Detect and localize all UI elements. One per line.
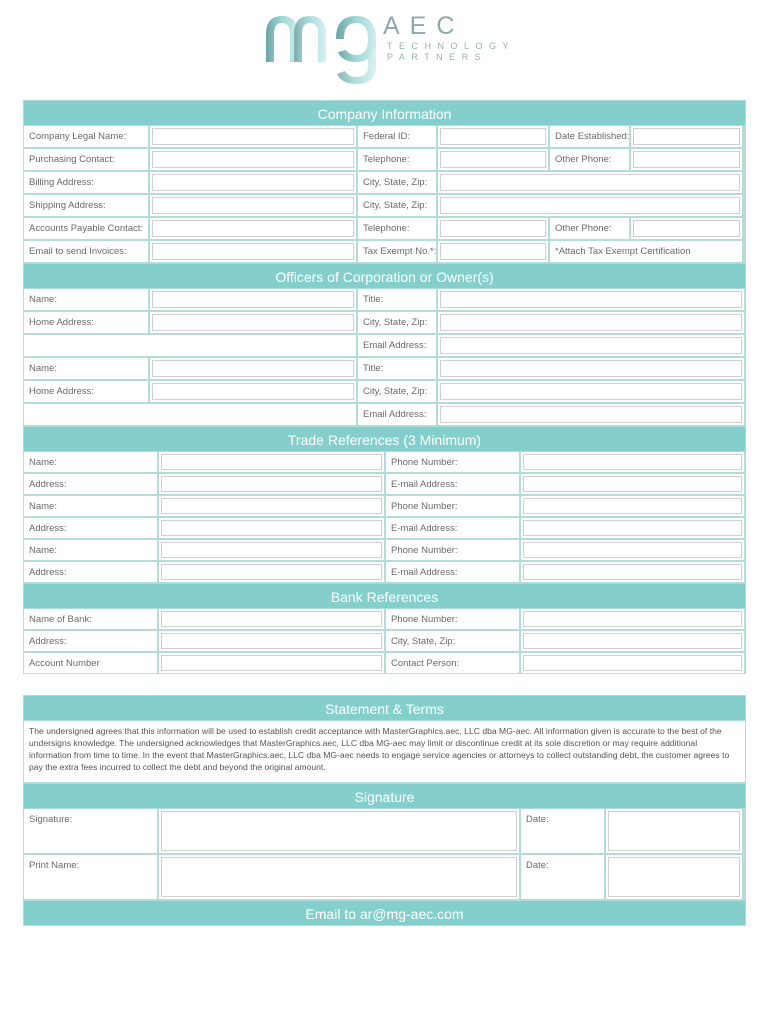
billing-address-field[interactable]	[150, 172, 356, 193]
logo-aec-text: AEC	[383, 12, 465, 40]
print-date-label: Date:	[521, 855, 604, 899]
signature-date-label: Date:	[521, 809, 604, 853]
officer2-title-label: Title:	[358, 358, 436, 379]
trade2-phone-label: Phone Number:	[386, 496, 519, 516]
bank-address-label: Address:	[24, 631, 157, 651]
officer2-blank-cell	[24, 404, 356, 425]
bank-contact-field[interactable]	[521, 653, 744, 673]
federal-id-field[interactable]	[438, 126, 548, 147]
billing-city-state-zip-label: City, State, Zip:	[358, 172, 436, 193]
officer2-city-state-zip-label: City, State, Zip:	[358, 381, 436, 402]
billing-address-label: Billing Address:	[24, 172, 148, 193]
trade3-email-field[interactable]	[521, 562, 744, 582]
officer1-name-field[interactable]	[150, 289, 356, 310]
tax-exempt-label: Tax Exempt No.*:	[358, 241, 436, 262]
trade2-phone-field[interactable]	[521, 496, 744, 516]
statement-header: Statement & Terms	[23, 695, 746, 721]
signature-date-field[interactable]	[606, 809, 742, 853]
bank-name-field[interactable]	[159, 609, 384, 629]
officer2-home-address-field[interactable]	[150, 381, 356, 402]
officer1-email-label: Email Address:	[358, 335, 436, 356]
shipping-city-state-zip-label: City, State, Zip:	[358, 195, 436, 216]
print-date-field[interactable]	[606, 855, 742, 899]
logo-partners-text: PARTNERS	[387, 52, 488, 62]
officer2-home-address-label: Home Address:	[24, 381, 148, 402]
trade3-name-field[interactable]	[159, 540, 384, 560]
email-invoices-field[interactable]	[150, 241, 356, 262]
signature-header: Signature	[23, 783, 746, 809]
trade2-name-field[interactable]	[159, 496, 384, 516]
bank-contact-label: Contact Person:	[386, 653, 519, 673]
officer2-email-label: Email Address:	[358, 404, 436, 425]
statement-text: The undersigned agrees that this information will be used to establish credit acceptance with MasterGraphics.aec, LLC dba MG-aec. All information given is accurate to the best of the undersigns knowledge. The undersigned acknowledges that MasterGraphics.aec, LLC dba MG-aec may limit or discontinue credit at its sole discretion or may require additional information from time to time. In the event that MasterGraphics.aec, LLC dba MG-aec needs to engage service agencies or attorneys to collect outstanding debt, the customer agrees to pay the extra fees incurred to collect the debt and beyond the original amount.	[23, 721, 746, 783]
officer1-title-label: Title:	[358, 289, 436, 310]
ap-other-phone-label: Other Phone:	[550, 218, 629, 239]
trade1-email-label: E-mail Address:	[386, 474, 519, 494]
tax-exempt-field[interactable]	[438, 241, 548, 262]
officer1-blank-cell	[24, 335, 356, 356]
telephone-label: Telephone:	[358, 149, 436, 170]
signature-field[interactable]	[159, 809, 519, 853]
federal-id-label: Federal ID:	[358, 126, 436, 147]
trade3-phone-field[interactable]	[521, 540, 744, 560]
officer2-name-field[interactable]	[150, 358, 356, 379]
trade1-name-label: Name:	[24, 452, 157, 472]
legal-name-label: Company Legal Name:	[24, 126, 148, 147]
purchasing-contact-label: Purchasing Contact:	[24, 149, 148, 170]
trade2-email-label: E-mail Address:	[386, 518, 519, 538]
billing-city-state-zip-field[interactable]	[438, 172, 742, 193]
ap-telephone-field[interactable]	[438, 218, 548, 239]
ap-contact-field[interactable]	[150, 218, 356, 239]
officer2-city-state-zip-field[interactable]	[438, 381, 744, 402]
date-established-label: Date Established:	[550, 126, 629, 147]
purchasing-contact-field[interactable]	[150, 149, 356, 170]
officer1-email-field[interactable]	[438, 335, 744, 356]
trade-references-header: Trade References (3 Minimum)	[23, 426, 746, 452]
bank-account-label: Account Number	[24, 653, 157, 673]
company-information-section	[23, 100, 746, 674]
officer1-title-field[interactable]	[438, 289, 744, 310]
trade2-address-label: Address:	[24, 518, 157, 538]
ap-other-phone-field[interactable]	[631, 218, 742, 239]
trade2-name-label: Name:	[24, 496, 157, 516]
trade1-email-field[interactable]	[521, 474, 744, 494]
trade3-phone-label: Phone Number:	[386, 540, 519, 560]
company-information-header: Company Information	[23, 100, 746, 126]
bank-city-state-zip-field[interactable]	[521, 631, 744, 651]
logo-technology-text: TECHNOLOGY	[387, 41, 516, 51]
trade2-email-field[interactable]	[521, 518, 744, 538]
officer1-city-state-zip-label: City, State, Zip:	[358, 312, 436, 333]
bank-phone-field[interactable]	[521, 609, 744, 629]
bank-references-header: Bank References	[23, 583, 746, 609]
footer-email: Email to ar@mg-aec.com	[23, 900, 746, 926]
shipping-address-label: Shipping Address:	[24, 195, 148, 216]
trade1-address-field[interactable]	[159, 474, 384, 494]
ap-telephone-label: Telephone:	[358, 218, 436, 239]
officer1-name-label: Name:	[24, 289, 148, 310]
shipping-city-state-zip-field[interactable]	[438, 195, 742, 216]
officer2-email-field[interactable]	[438, 404, 744, 425]
bank-city-state-zip-label: City, State, Zip:	[386, 631, 519, 651]
officer2-title-field[interactable]	[438, 358, 744, 379]
trade1-name-field[interactable]	[159, 452, 384, 472]
officer1-home-address-label: Home Address:	[24, 312, 148, 333]
telephone-field[interactable]	[438, 149, 548, 170]
other-phone-field[interactable]	[631, 149, 742, 170]
shipping-address-field[interactable]	[150, 195, 356, 216]
attach-certification-note: *Attach Tax Exempt Certification	[550, 241, 742, 262]
other-phone-label: Other Phone:	[550, 149, 629, 170]
signature-label: Signature:	[24, 809, 157, 853]
date-established-field[interactable]	[631, 126, 742, 147]
email-invoices-label: Email to send Invoices:	[24, 241, 148, 262]
bank-name-label: Name of Bank:	[24, 609, 157, 629]
trade3-email-label: E-mail Address:	[386, 562, 519, 582]
trade3-address-label: Address:	[24, 562, 157, 582]
trade1-address-label: Address:	[24, 474, 157, 494]
bank-phone-label: Phone Number:	[386, 609, 519, 629]
officer1-home-address-field[interactable]	[150, 312, 356, 333]
bank-address-field[interactable]	[159, 631, 384, 651]
print-name-field[interactable]	[159, 855, 519, 899]
trade1-phone-label: Phone Number:	[386, 452, 519, 472]
officer2-name-label: Name:	[24, 358, 148, 379]
trade2-address-field[interactable]	[159, 518, 384, 538]
trade3-address-field[interactable]	[159, 562, 384, 582]
statement-section	[23, 695, 746, 926]
bank-account-field[interactable]	[159, 653, 384, 673]
print-name-label: Print Name:	[24, 855, 157, 899]
trade3-name-label: Name:	[24, 540, 157, 560]
ap-contact-label: Accounts Payable Contact:	[24, 218, 148, 239]
officer1-city-state-zip-field[interactable]	[438, 312, 744, 333]
officers-header: Officers of Corporation or Owner(s)	[23, 263, 746, 289]
legal-name-field[interactable]	[150, 126, 356, 147]
mg-logo-icon	[262, 10, 387, 85]
trade1-phone-field[interactable]	[521, 452, 744, 472]
